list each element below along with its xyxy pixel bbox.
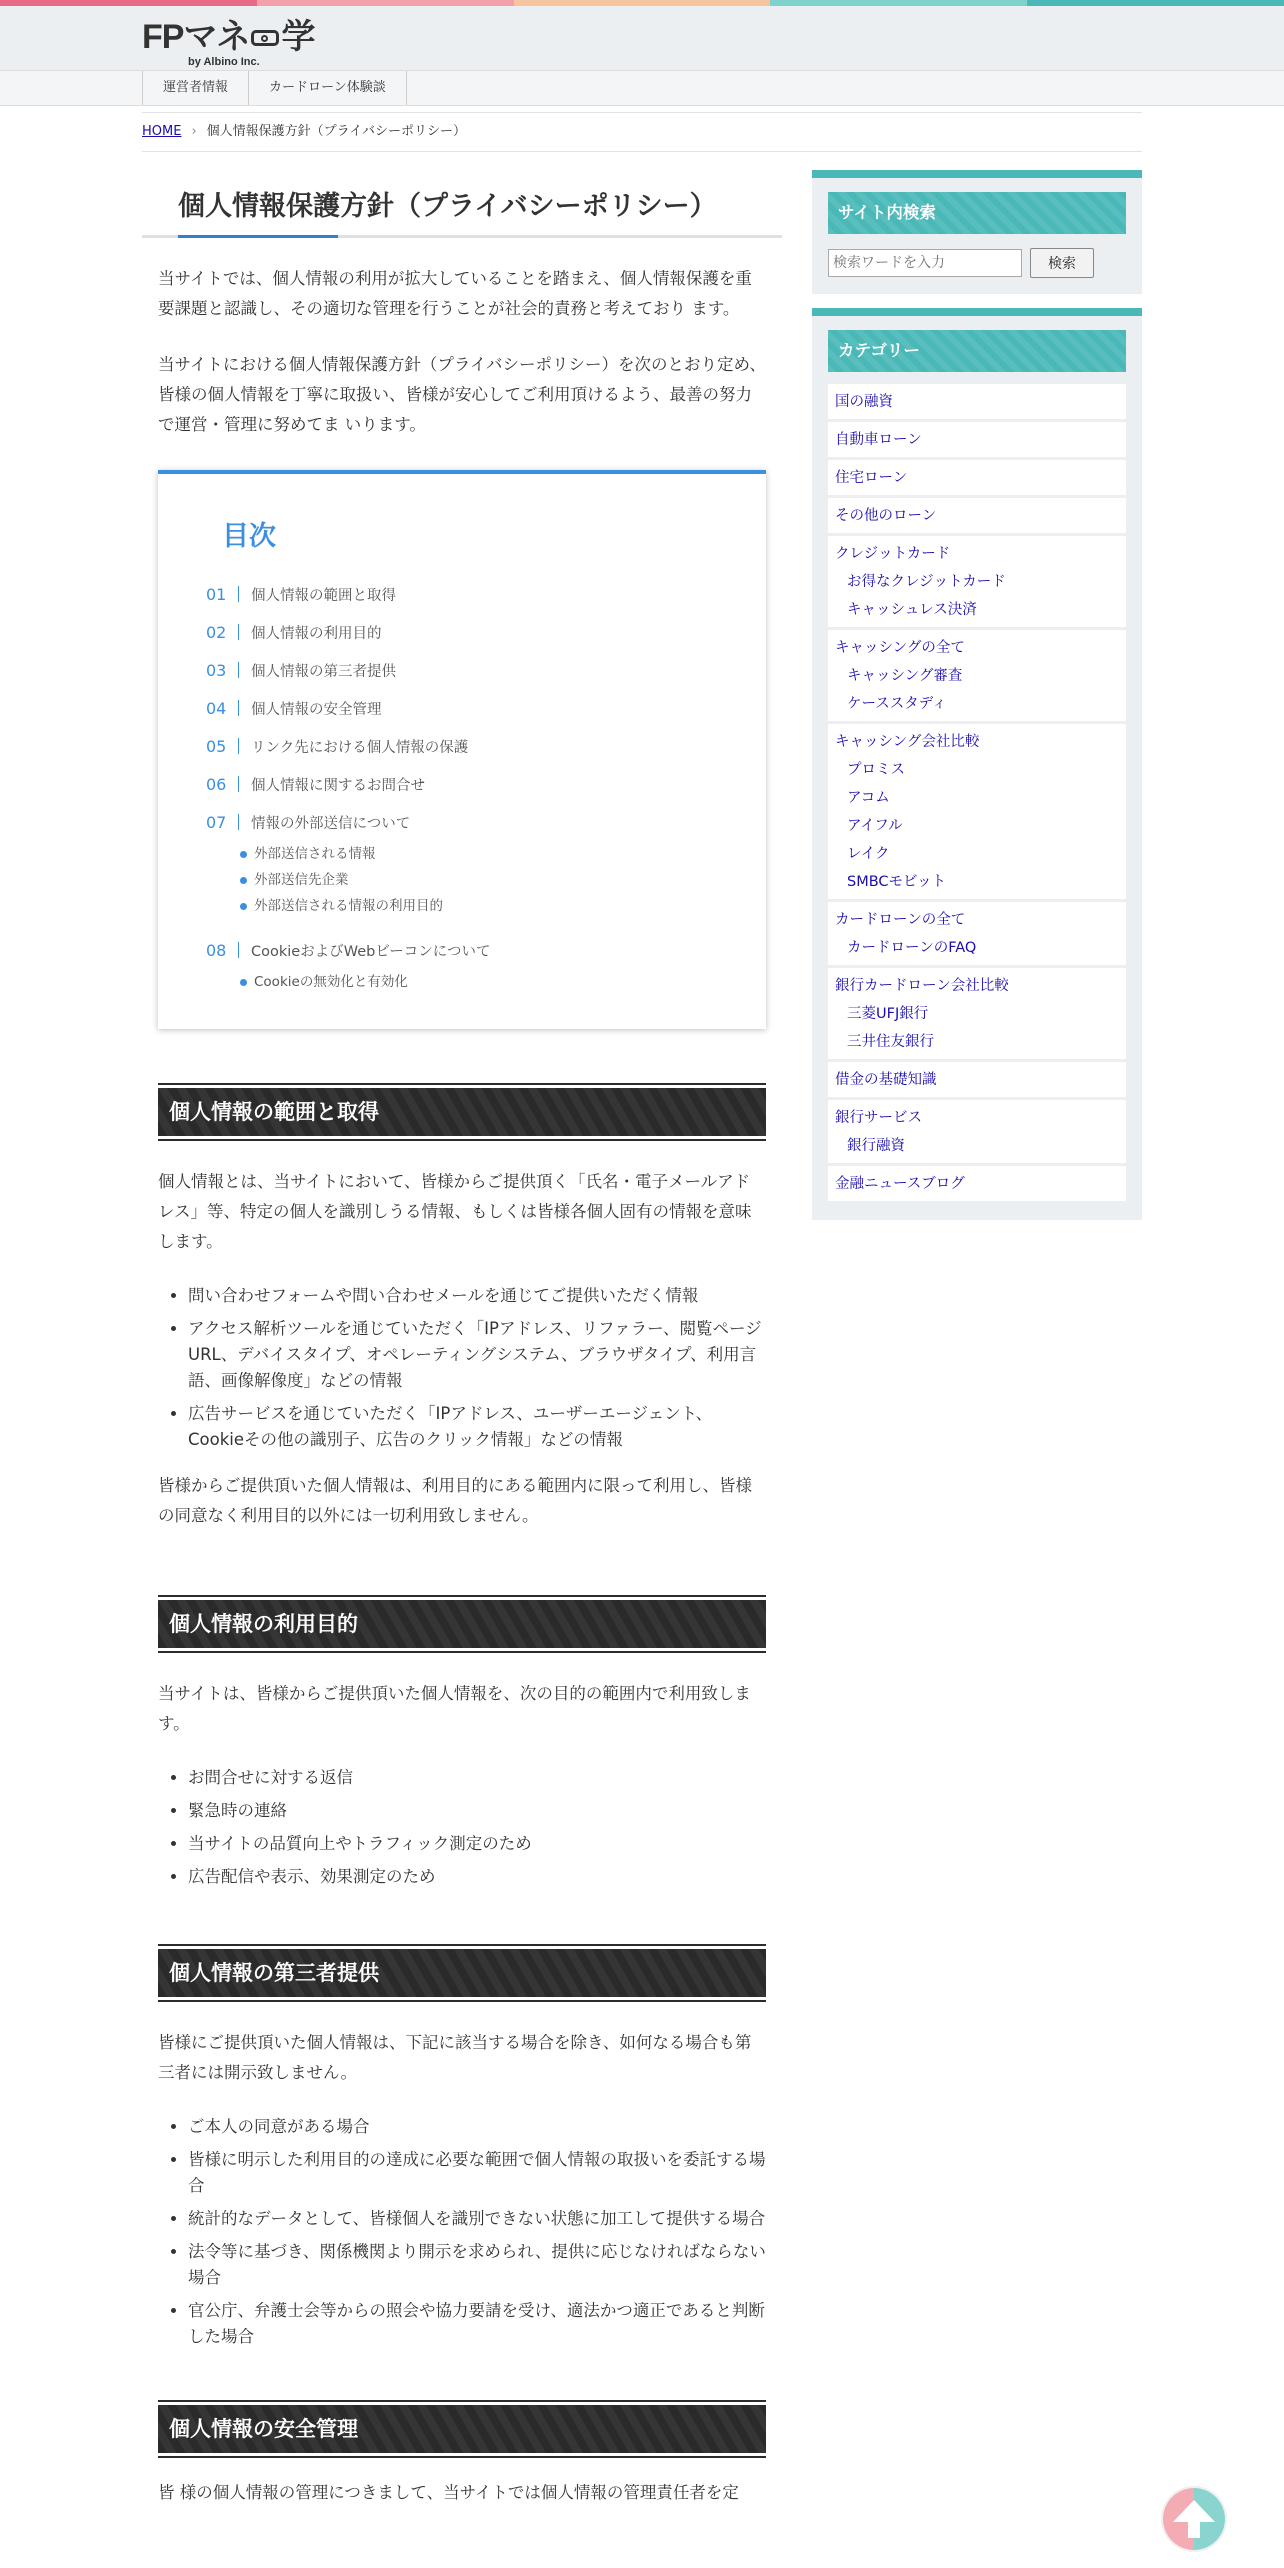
chevron-right-icon: › (191, 124, 197, 139)
subcategory-link[interactable]: アイフル (847, 818, 903, 834)
subcategory-link[interactable]: 三井住友銀行 (847, 1034, 934, 1050)
category-link[interactable]: 銀行サービス (835, 1110, 922, 1126)
subcategory-link[interactable]: プロミス (847, 762, 905, 778)
coin-icon (251, 30, 279, 46)
site-header (0, 6, 1284, 70)
nav-item-operator[interactable]: 運営者情報 (142, 71, 248, 105)
main-content (142, 170, 782, 2508)
search-button[interactable]: 検索 (1030, 248, 1094, 278)
toc-item-03[interactable]: 03 個人情報の第三者提供 (206, 660, 396, 680)
subcategory-link[interactable]: レイク (847, 846, 890, 862)
toc-subitem[interactable]: 外部送信される情報の利用目的 (240, 893, 736, 919)
toc-item-06[interactable]: 06 個人情報に関するお問合せ (206, 774, 425, 794)
category-link[interactable]: その他のローン (835, 508, 937, 524)
list-item: • 皆様に明示した利用目的の達成に必要な範囲で個人情報の取扱いを委託する場合 (188, 2147, 766, 2199)
toc-item-04[interactable]: 04 個人情報の安全管理 (206, 698, 382, 718)
site-logo[interactable] (142, 20, 314, 68)
subcategory-link[interactable]: 銀行融資 (847, 1138, 905, 1154)
category-link[interactable]: 自動車ローン (835, 432, 922, 448)
list-item: • 当サイトの品質向上やトラフィック測定のため (188, 1831, 766, 1857)
toc-item-01[interactable]: 01 個人情報の範囲と取得 (206, 584, 396, 604)
toc-subitem[interactable]: 外部送信先企業 (240, 867, 736, 893)
intro-paragraph-2: 当サイトにおける個人情報保護方針（プライバシーポリシー）を次のとおり定め、皆様の個人情報を丁寧に取扱い、皆様が安心してご利用頂けるよう、最善の努力で運営・管理に努めてま いります。 (158, 355, 766, 434)
list-item: • お問合せに対する返信 (188, 1765, 766, 1791)
list-item: • アクセス解析ツールを通じていただく「IPアドレス、リファラー、閲覧ページURL、デバイスタイプ、オペレーティングシステム、ブラウザタイプ、利用言語、画像解像度」などの情報 (188, 1316, 766, 1394)
toc-sublist-08 (240, 969, 736, 995)
category-link[interactable]: カードローンの全て (835, 912, 966, 928)
category-link[interactable]: 銀行カードローン会社比較 (835, 978, 1009, 994)
category-list (828, 384, 1126, 1201)
category-widget (812, 308, 1142, 1220)
subcategory-link[interactable]: キャッシング審査 (847, 668, 963, 684)
breadcrumb (142, 112, 1142, 152)
list-item: • 広告配信や表示、効果測定のため (188, 1864, 766, 1890)
page-title: 個人情報保護方針（プライバシーポリシー） (178, 191, 717, 222)
section-heading: 個人情報の範囲と取得 (158, 1083, 766, 1141)
section-heading: 個人情報の第三者提供 (158, 1944, 766, 2002)
section-paragraph: 皆 様の個人情報の管理につきまして、当サイトでは個人情報の管理責任者を定 (158, 2483, 739, 2502)
list-item: • ご本人の同意がある場合 (188, 2114, 766, 2140)
title-underline (142, 235, 782, 238)
global-nav (0, 70, 1284, 106)
category-link[interactable]: キャッシング会社比較 (835, 734, 980, 750)
toc-item-02[interactable]: 02 個人情報の利用目的 (206, 622, 382, 642)
subcategory-link[interactable]: お得なクレジットカード (847, 574, 1006, 590)
section-paragraph: 個人情報とは、当サイトにおいて、皆様からご提供頂く「氏名・電子メールアドレス」等、特定の個人を識別しうる情報、もしくは皆様各個人固有の情報を意味します。 (158, 1172, 752, 1251)
section-paragraph: 皆様からご提供頂いた個人情報は、利用目的にある範囲内に限って利用し、皆様の同意なく利用目的以外には一切利用致しません。 (158, 1476, 752, 1525)
intro-paragraph-1: 当サイトでは、個人情報の利用が拡大していることを踏まえ、個人情報保護を重要課題と認識し、その適切な管理を行うことが社会的責務と考えており ます。 (158, 269, 752, 318)
category-link[interactable]: クレジットカード (835, 546, 951, 562)
list-item: • 広告サービスを通じていただく「IPアドレス、ユーザーエージェント、Cookieその他の識別子、広告のクリック情報」などの情報 (188, 1401, 766, 1453)
nav-item-cardloan-stories[interactable]: カードローン体験談 (248, 71, 407, 105)
list-item: • 統計的なデータとして、皆様個人を識別できない状態に加工して提供する場合 (188, 2206, 766, 2232)
arrow-up-icon[interactable] (1163, 2488, 1225, 2550)
search-widget-title: サイト内検索 (828, 192, 1126, 234)
list-item: • 官公庁、弁護士会等からの照会や協力要請を受け、適法かつ適正であると判断した場合 (188, 2298, 766, 2350)
toc-item-05[interactable]: 05 リンク先における個人情報の保護 (206, 736, 469, 756)
category-link[interactable]: 借金の基礎知識 (835, 1072, 937, 1088)
toc-subitem[interactable]: Cookieの無効化と有効化 (240, 969, 736, 995)
search-widget (812, 170, 1142, 294)
bullet-list (158, 1283, 766, 1453)
category-link[interactable]: 国の融資 (835, 394, 893, 410)
section-paragraph: 当サイトは、皆様からご提供頂いた個人情報を、次の目的の範囲内で利用致します。 (158, 1684, 751, 1733)
logo-wordmark (142, 20, 314, 54)
toc-title: 目次 (222, 521, 276, 552)
toc-item-07[interactable]: 07 情報の外部送信について (206, 812, 411, 832)
sidebar (812, 170, 1142, 1234)
subcategory-link[interactable]: アコム (847, 790, 890, 806)
list-item: • 問い合わせフォームや問い合わせメールを通じてご提供いただく情報 (188, 1283, 766, 1309)
logo-text-left: FPマネ (142, 18, 250, 56)
section-paragraph: 皆様にご提供頂いた個人情報は、下記に該当する場合を除き、如何なる場合も第三者には開示致しません。 (158, 2033, 752, 2082)
subcategory-link[interactable]: ケーススタディ (847, 696, 947, 712)
toc-subitem[interactable]: 外部送信される情報 (240, 841, 736, 867)
breadcrumb-current: 個人情報保護方針（プライバシーポリシー） (206, 124, 467, 139)
list-item: • 緊急時の連絡 (188, 1798, 766, 1824)
list-item: • 法令等に基づき、関係機関より開示を求められ、提供に応じなければならない場合 (188, 2239, 766, 2291)
breadcrumb-home-link[interactable]: HOME (142, 124, 182, 139)
section-heading: 個人情報の安全管理 (158, 2400, 766, 2458)
category-link[interactable]: 住宅ローン (835, 470, 908, 486)
subcategory-link[interactable]: キャッシュレス決済 (847, 602, 977, 618)
search-input[interactable] (828, 249, 1022, 277)
table-of-contents (158, 470, 766, 1029)
section-heading: 個人情報の利用目的 (158, 1595, 766, 1653)
subcategory-link[interactable]: 三菱UFJ銀行 (847, 1006, 929, 1022)
logo-subtitle: by Albino Inc. (188, 56, 260, 68)
bullet-list (158, 2114, 766, 2350)
bullet-list (158, 1765, 766, 1890)
toc-sublist-07 (240, 841, 736, 919)
subcategory-link[interactable]: カードローンのFAQ (847, 940, 977, 956)
category-widget-title: カテゴリー (828, 330, 1126, 372)
category-link[interactable]: 金融ニュースブログ (835, 1176, 965, 1192)
logo-text-right: 学 (281, 18, 315, 56)
toc-item-08[interactable]: 08 CookieおよびWebビーコンについて (206, 940, 491, 960)
subcategory-link[interactable]: SMBCモビット (847, 874, 946, 890)
category-link[interactable]: キャッシングの全て (835, 640, 965, 656)
